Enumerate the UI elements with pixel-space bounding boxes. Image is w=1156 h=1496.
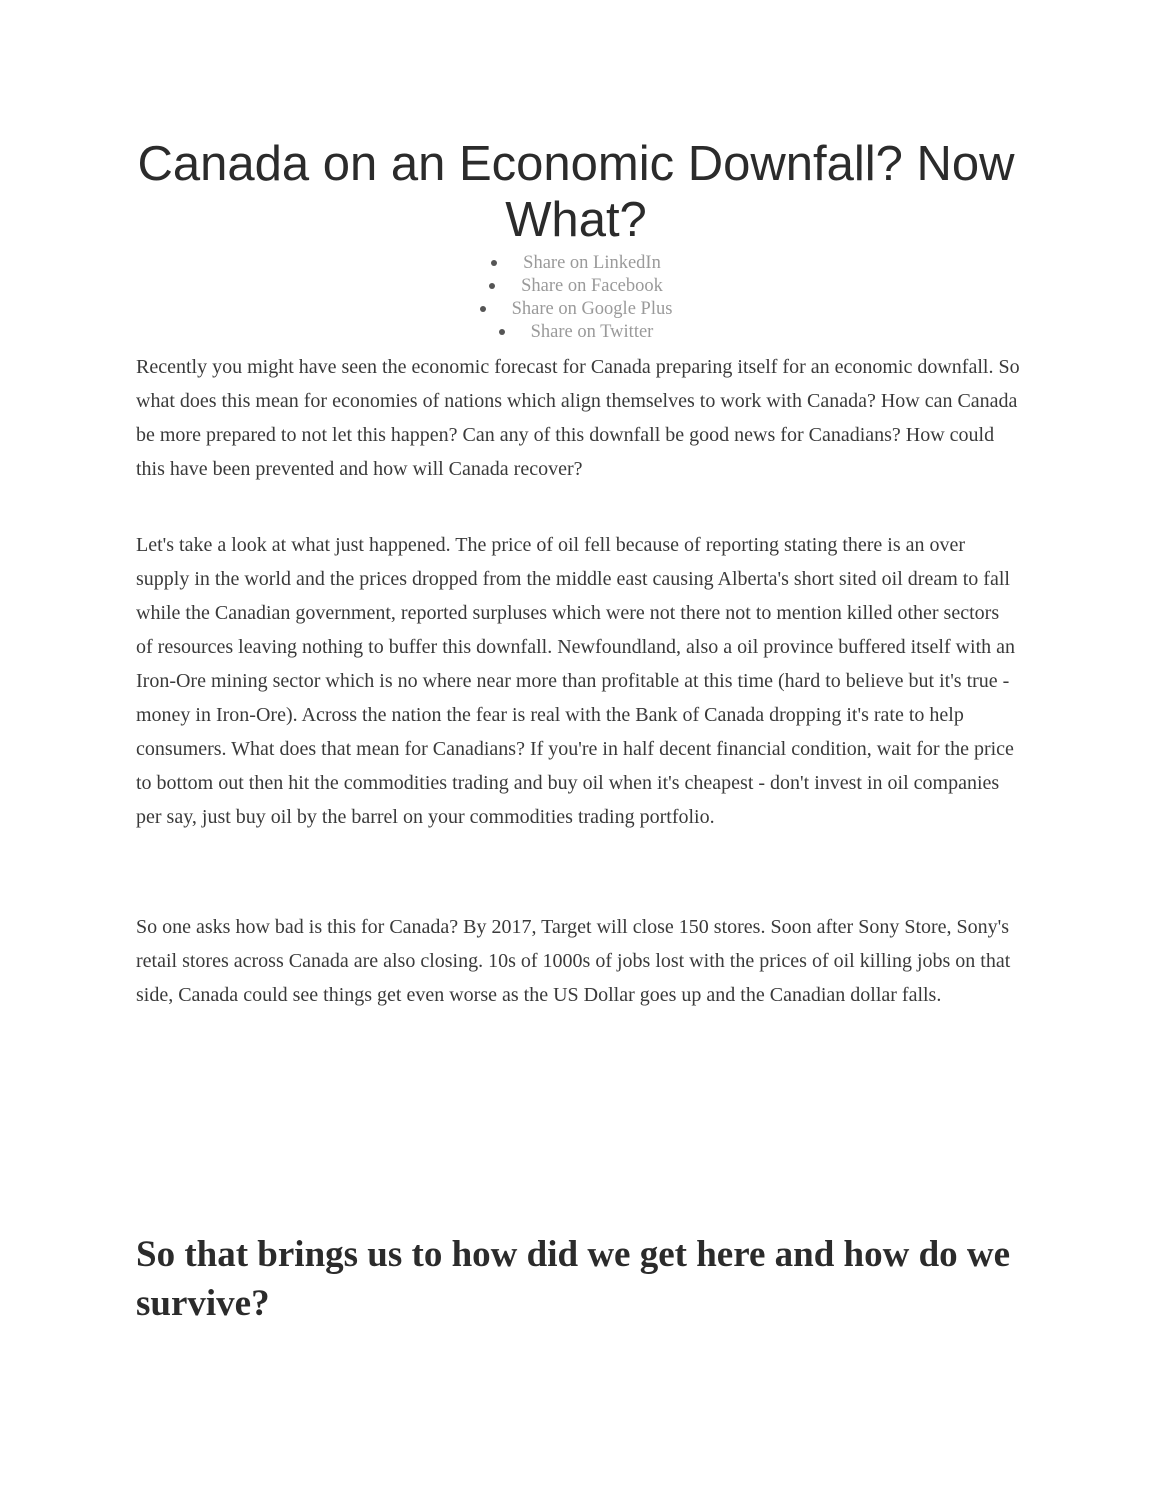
section-heading: So that brings us to how did we get here and how do we survive? [136,1234,1011,1324]
share-item-google-plus [136,298,1016,321]
share-links-list [136,252,1016,344]
paragraph-intro: Recently you might have seen the economic forecast for Canada preparing itself for an economic downfall. So what does this mean for economies of nations which align themselves to work with Canada? How can Canada be more prepared to not let this happen? Can any of this downfall be good news for Canadians? How could this have been prevented and how will Canada recover? [136,356,1020,480]
bullet-icon [489,283,495,289]
bullet-icon [499,329,505,335]
share-google-plus-link[interactable]: Share on Google Plus [511,299,673,319]
paragraph-retail-closures: So one asks how bad is this for Canada? By 2017, Target will close 150 stores. Soon after Sony Store, Sony's retail stores across Canada are also closing. 10s of 1000s of jobs lost with the prices of oil killing jobs on that side, Canada could see things get even worse as the US Dollar goes up and the Canadian dollar falls. [136,916,1011,1006]
share-twitter-link[interactable]: Share on Twitter [530,322,654,342]
paragraph-oil-prices: Let's take a look at what just happened. The price of oil fell because of reporting stating there is an over supply in the world and the prices dropped from the middle east causing Alberta's short sited oil dream to fall while the Canadian government, reported surpluses which were not there not to mention killed other sectors of resources leaving nothing to buffer this downfall. Newfoundland, also a oil province buffered itself with an Iron-Ore mining sector which is no where near more than profitable at this time (hard to believe but it's true - money in Iron-Ore). Across the nation the fear is real with the Bank of Canada dropping it's rate to help consumers. What does that mean for Canadians? If you're in half decent financial condition, wait for the price to bottom out then hit the commodities trading and buy oil when it's cheapest - don't invest in oil companies per say, just buy oil by the barrel on your commodities trading portfolio. [136,534,1016,828]
bullet-icon [491,260,497,266]
article-title: Canada on an Economic Downfall? Now What? [137,137,1015,247]
share-item-facebook [136,275,1016,298]
share-linkedin-link[interactable]: Share on LinkedIn [523,253,661,273]
bullet-icon [480,306,486,312]
share-item-linkedin [136,252,1016,275]
share-facebook-link[interactable]: Share on Facebook [521,276,663,296]
share-item-twitter [136,321,1016,344]
